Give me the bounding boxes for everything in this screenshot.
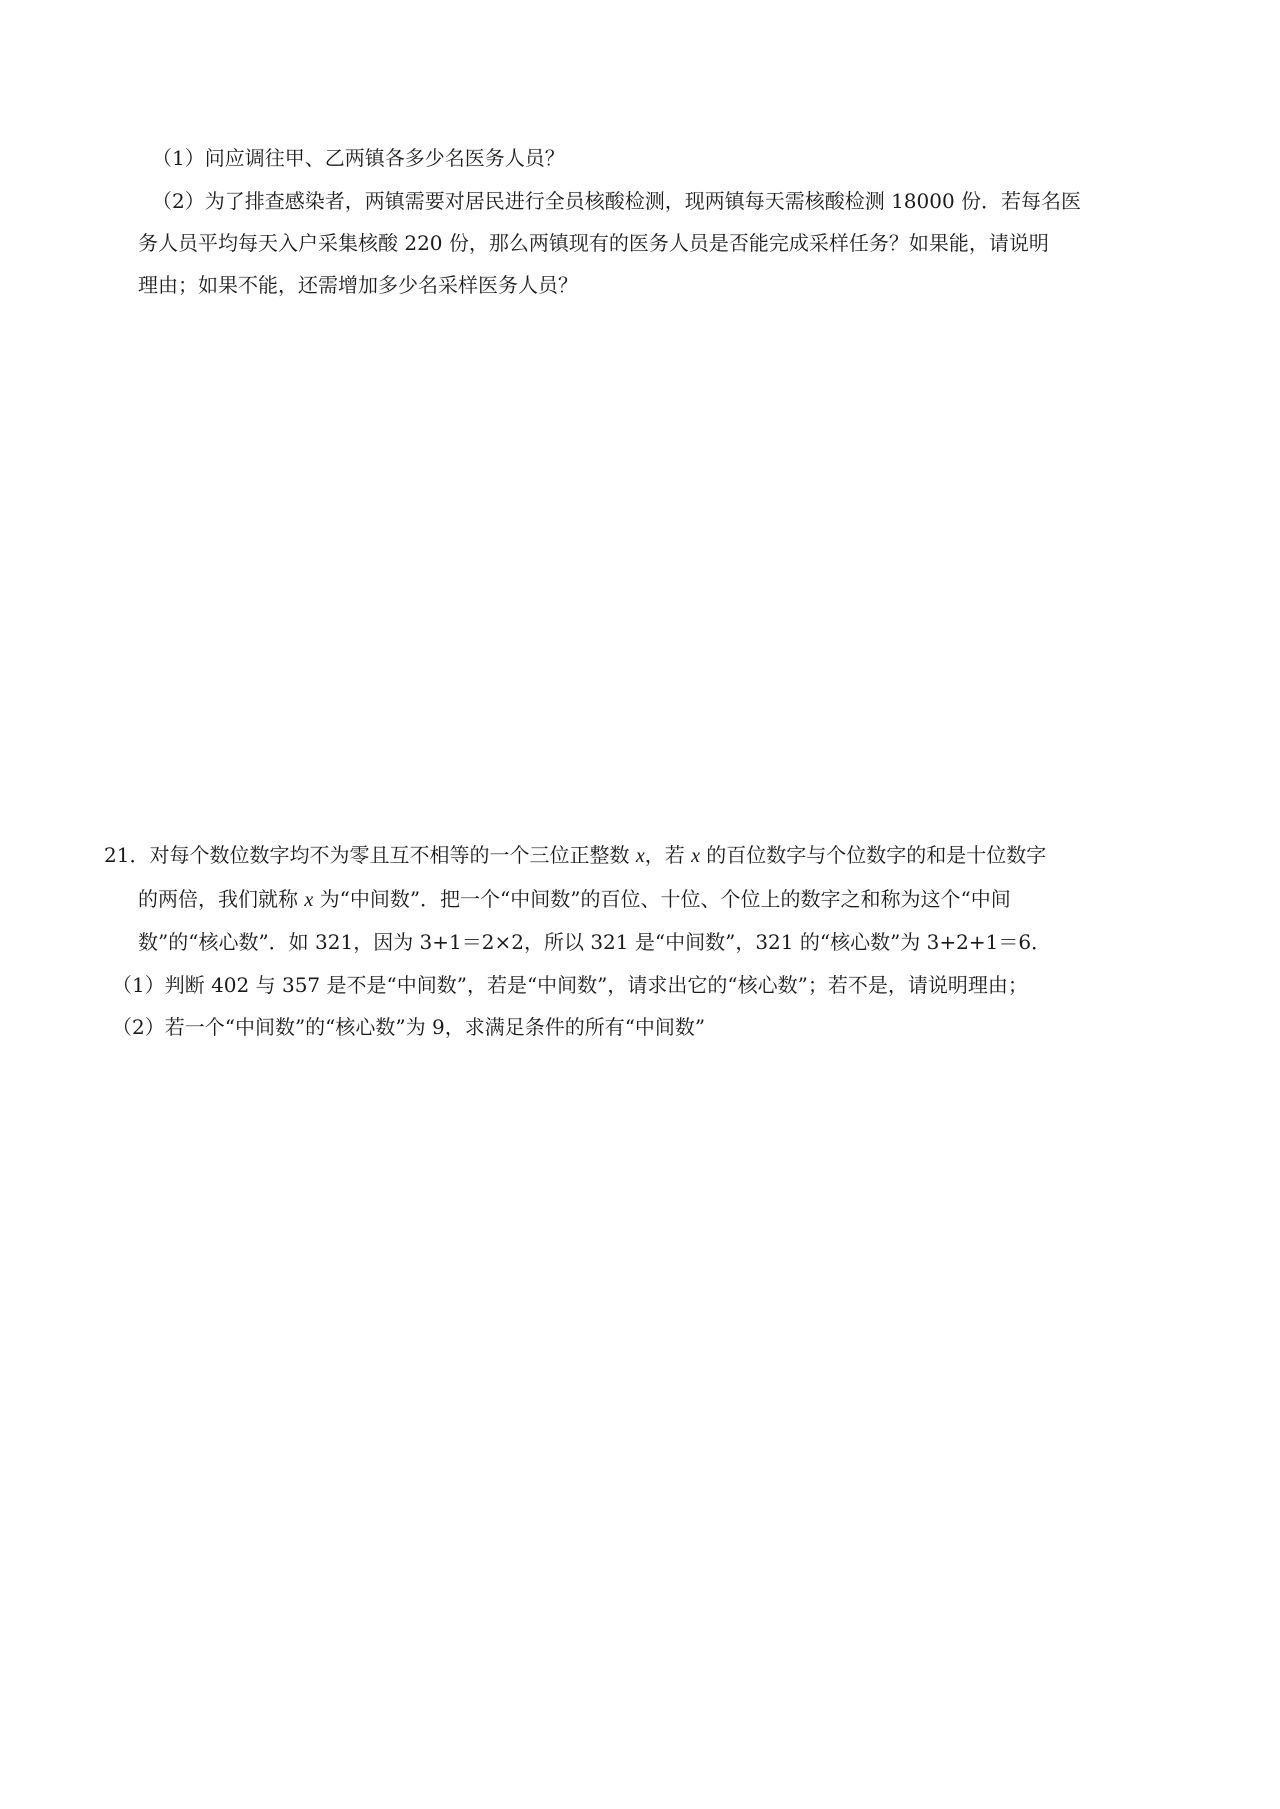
q21-line2: 的两倍，我们就称 x 为“中间数”．把一个“中间数”的百位、十位、个位上的数字之和称为这个“中间 — [138, 887, 1011, 911]
q21-line3: 数”的“核心数”．如 321，因为 3+1＝2×2，所以 321 是“中间数”，321 的“核心数”为 3+2+1＝6． — [138, 930, 1052, 954]
q21-part2: （2）若一个“中间数”的“核心数”为 9，求满足条件的所有“中间数” — [112, 1015, 706, 1039]
q21-part1: （1）判断 402 与 357 是不是“中间数”，若是“中间数”，请求出它的“核心数”；若不是，请说明理由； — [112, 973, 1028, 997]
q20-part2-line3: 理由；如果不能，还需增加多少名采样医务人员？ — [138, 273, 578, 297]
q21-line1: 21．对每个数位数字均不为零且互不相等的一个三位正整数 x，若 x 的百位数字与个位数字的和是十位数字 — [104, 843, 1047, 867]
q20-part2-line1: （2）为了排查感染者，两镇需要对居民进行全员核酸检测，现两镇每天需核酸检测 18000 份．若每名医 — [152, 189, 1082, 213]
q20-part1: （1）问应调往甲、乙两镇各多少名医务人员？ — [152, 146, 565, 170]
q20-part2-line2: 务人员平均每天入户采集核酸 220 份，那么两镇现有的医务人员是否能完成采样任务？如果能，请说明 — [138, 231, 1049, 255]
